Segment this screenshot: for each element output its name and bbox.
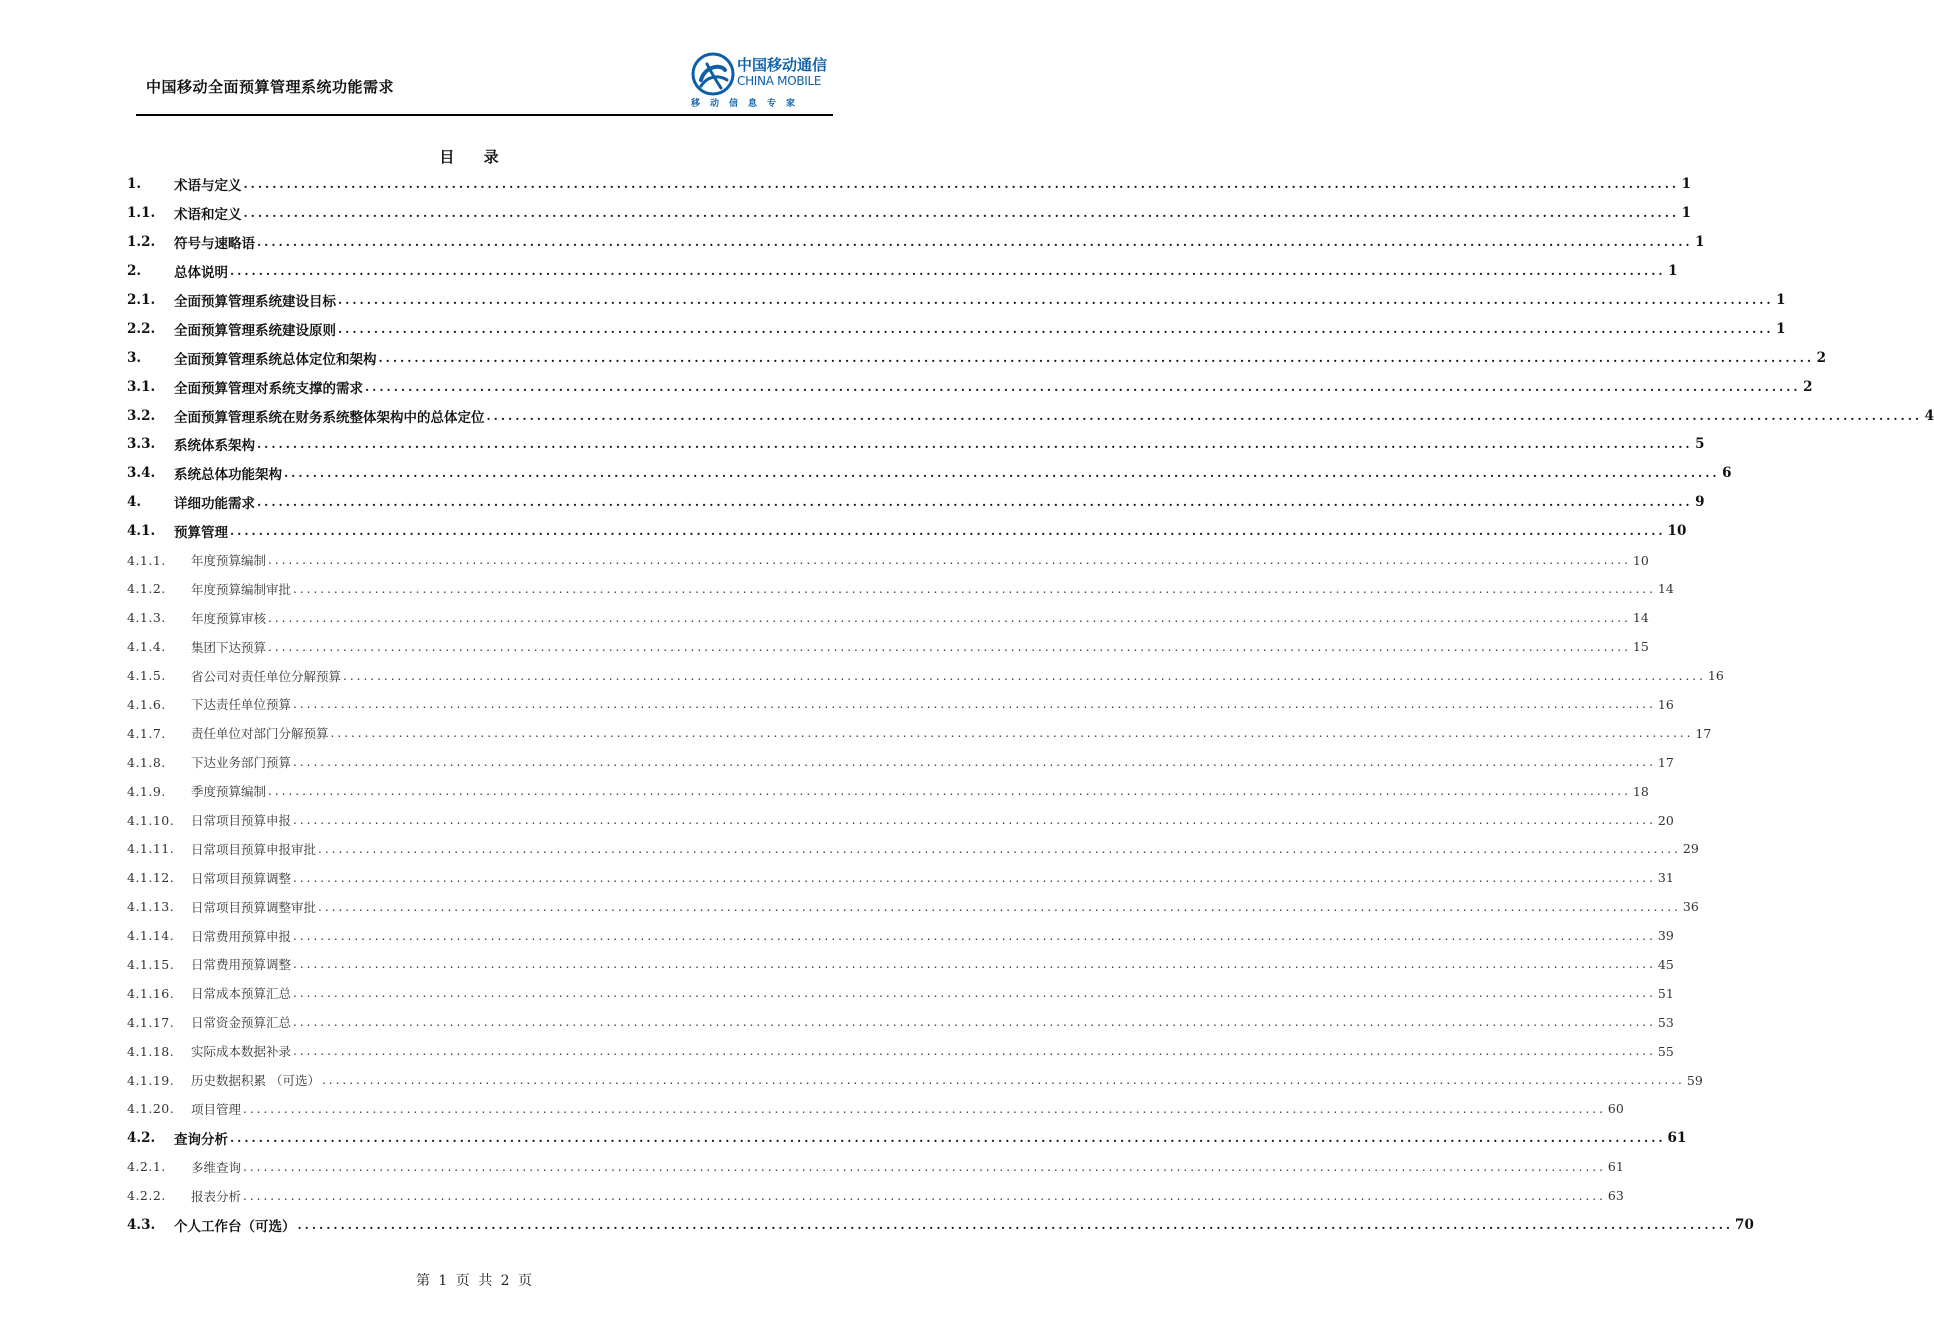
toc-entry[interactable]: [127, 979, 1674, 1008]
toc-entry-text: 责任单位对部门分解预算: [191, 726, 329, 742]
toc-entry-page: 2: [1816, 349, 1827, 366]
toc-entry-number: 4.1.: [127, 523, 156, 540]
toc-entry[interactable]: [127, 1066, 1703, 1095]
toc-entry-text: 系统体系架构: [174, 438, 255, 455]
toc-leader-dots: ........................................................................................................................................................................................................: [343, 668, 1706, 683]
toc-entry-text: 年度预算编制: [191, 553, 267, 569]
toc-entry-text: 全面预算管理对系统支撑的需求: [174, 380, 363, 397]
toc-entry[interactable]: [127, 228, 1705, 257]
toc-entry-page: 63: [1607, 1188, 1624, 1204]
toc-entry[interactable]: [127, 1152, 1624, 1181]
toc-leader-dots: ........................................................................................................................................................................................................: [243, 1101, 1606, 1116]
toc-entry-number: 4.2.2.: [127, 1188, 166, 1204]
china-mobile-logo: [691, 50, 841, 112]
toc-entry-number: 4.3.: [127, 1216, 156, 1233]
toc-entry[interactable]: [127, 257, 1678, 286]
toc-entry[interactable]: [127, 863, 1674, 892]
toc-entry-page: 5: [1695, 436, 1705, 453]
toc-entry[interactable]: [127, 892, 1699, 921]
toc-entry-number: 1.1.: [127, 205, 156, 222]
toc-leader-dots: ........................................................................................................................................................................................................: [330, 726, 1694, 741]
toc-entry-page: 20: [1657, 812, 1674, 828]
toc-entry[interactable]: [127, 661, 1724, 690]
toc-entry-page: 31: [1657, 870, 1674, 886]
toc-entry-number: 4.1.11.: [127, 841, 175, 857]
toc-leader-dots: ........................................................................................................................................................................................................: [257, 235, 1693, 250]
toc-entry-number: 4.1.17.: [127, 1014, 175, 1030]
toc-entry-text: 详细功能需求: [174, 496, 255, 513]
toc-entry-page: 1: [1681, 176, 1692, 193]
toc-leader-dots: ........................................................................................................................................................................................................: [230, 1130, 1666, 1145]
toc-entry[interactable]: [127, 1008, 1674, 1037]
toc-leader-dots: ........................................................................................................................................................................................................: [243, 1188, 1606, 1203]
toc-entry[interactable]: [127, 286, 1786, 315]
toc-entry[interactable]: [127, 488, 1705, 517]
toc-entry[interactable]: [127, 719, 1712, 748]
toc-leader-dots: ........................................................................................................................................................................................................: [268, 553, 1631, 568]
toc-entry[interactable]: [127, 950, 1674, 979]
toc-entry-number: 3.1.: [127, 378, 156, 395]
toc-entry-page: 9: [1695, 494, 1705, 511]
toc-entry-number: 4.1.18.: [127, 1043, 175, 1059]
toc-entry[interactable]: [127, 546, 1649, 575]
toc-entry[interactable]: [127, 921, 1674, 950]
toc-entry-page: 1: [1776, 292, 1786, 308]
toc-leader-dots: ........................................................................................................................................................................................................: [293, 1015, 1656, 1030]
toc-entry-number: 2.1.: [127, 292, 156, 308]
toc-entry[interactable]: [127, 170, 1692, 199]
toc-entry-text: 全面预算管理系统建设原则: [174, 322, 336, 339]
toc-entry-page: 45: [1657, 956, 1674, 972]
toc-leader-dots: ........................................................................................................................................................................................................: [257, 495, 1693, 510]
toc-leader-dots: ........................................................................................................................................................................................................: [293, 870, 1656, 885]
toc-entry-page: 51: [1657, 985, 1674, 1001]
toc-entry-page: 1: [1668, 263, 1678, 280]
toc-entry-text: 日常项目预算申报审批: [191, 841, 317, 857]
toc-leader-dots: ........................................................................................................................................................................................................: [243, 206, 1680, 221]
toc-entry[interactable]: [127, 517, 1687, 546]
toc-entry-text: 日常项目预算调整审批: [191, 899, 317, 915]
toc-leader-dots: ........................................................................................................................................................................................................: [230, 264, 1666, 279]
toc-leader-dots: ........................................................................................................................................................................................................: [318, 899, 1681, 914]
toc-entry[interactable]: [127, 1210, 1754, 1239]
document-title: 中国移动全面预算管理系统功能需求: [146, 78, 395, 96]
toc-entry-number: 4.1.19.: [127, 1072, 175, 1088]
toc-leader-dots: ........................................................................................................................................................................................................: [293, 581, 1656, 596]
toc-entry-number: 4.1.5.: [127, 668, 166, 684]
toc-leader-dots: ........................................................................................................................................................................................................: [297, 1217, 1734, 1232]
toc-entry-number: 1.2.: [127, 234, 156, 251]
toc-entry-text: 项目管理: [191, 1101, 242, 1117]
toc-entry-text: 符号与速略语: [174, 236, 255, 253]
toc-entry-number: 2.: [127, 263, 142, 280]
toc-entry-page: 18: [1632, 783, 1649, 799]
toc-entry-number: 4.1.9.: [127, 783, 166, 799]
toc-leader-dots: ........................................................................................................................................................................................................: [365, 379, 1801, 394]
toc-leader-dots: ........................................................................................................................................................................................................: [318, 841, 1681, 856]
toc-entry-page: 55: [1657, 1043, 1674, 1059]
toc-entry[interactable]: [127, 1095, 1624, 1124]
toc-entry-page: 1: [1681, 205, 1692, 222]
toc-entry[interactable]: [127, 1037, 1674, 1066]
toc-entry-text: 日常项目预算调整: [191, 870, 292, 886]
toc-entry-text: 系统总体功能架构: [174, 467, 282, 484]
toc-leader-dots: ........................................................................................................................................................................................................: [338, 293, 1774, 307]
toc-entry-number: 4.1.1.: [127, 552, 166, 568]
toc-leader-dots: ........................................................................................................................................................................................................: [230, 524, 1666, 539]
toc-entry-number: 2.2.: [127, 320, 156, 337]
toc-entry-page: 4: [1924, 407, 1934, 424]
page-footer: 第 1 页 共 2 页: [415, 1273, 535, 1289]
toc-entry[interactable]: [127, 603, 1649, 632]
toc-entry-page: 1: [1695, 234, 1705, 251]
toc-entry[interactable]: [127, 690, 1674, 719]
toc-entry-text: 日常资金预算汇总: [191, 1015, 292, 1031]
toc-entry-number: 4.: [127, 494, 142, 511]
toc-leader-dots: ........................................................................................................................................................................................................: [284, 466, 1720, 481]
toc-entry-page: 70: [1735, 1216, 1754, 1233]
toc-entry-number: 4.1.4.: [127, 639, 166, 655]
toc-entry-page: 60: [1607, 1101, 1624, 1117]
toc-entry-text: 历史数据积累 （可选）: [191, 1073, 320, 1089]
logo-name-cn: 中国移动通信: [737, 56, 828, 74]
toc-entry-number: 4.1.7.: [127, 725, 166, 741]
toc-entry[interactable]: [127, 834, 1699, 863]
toc-entry-number: 3.: [127, 349, 142, 366]
logo-name-en: CHINA MOBILE: [737, 74, 822, 88]
toc-leader-dots: ........................................................................................................................................................................................................: [293, 1044, 1656, 1059]
toc-entry-text: 集团下达预算: [191, 639, 267, 655]
toc-leader-dots: ........................................................................................................................................................................................................: [293, 957, 1656, 972]
toc-entry-page: 14: [1632, 610, 1649, 626]
toc-entry[interactable]: [127, 748, 1674, 777]
toc-entry-number: 4.1.13.: [127, 899, 175, 915]
toc-entry-number: 4.1.8.: [127, 754, 166, 770]
toc-entry-text: 季度预算编制: [191, 784, 267, 800]
toc-entry-page: 15: [1632, 639, 1649, 655]
toc-entry-text: 全面预算管理系统总体定位和架构: [174, 351, 377, 368]
page-header: [0, 0, 950, 120]
toc-entry-text: 术语与定义: [174, 178, 242, 195]
toc-entry-page: 61: [1607, 1159, 1624, 1175]
toc-entry-text: 多维查询: [191, 1159, 242, 1175]
toc-entry-text: 报表分析: [191, 1188, 242, 1204]
toc-leader-dots: ........................................................................................................................................................................................................: [338, 321, 1774, 336]
toc-entry[interactable]: [127, 1181, 1624, 1210]
toc-entry[interactable]: [127, 372, 1813, 401]
toc-entry[interactable]: [127, 777, 1649, 806]
toc-leader-dots: ........................................................................................................................................................................................................: [293, 986, 1656, 1001]
toc-leader-dots: ........................................................................................................................................................................................................: [293, 755, 1656, 770]
toc-entry-number: 4.1.2.: [127, 581, 166, 597]
toc-entry-page: 10: [1667, 523, 1687, 540]
toc-entry[interactable]: [127, 343, 1827, 372]
toc-leader-dots: ........................................................................................................................................................................................................: [321, 1073, 1685, 1088]
toc-entry-number: 4.2.1.: [127, 1159, 166, 1175]
toc-leader-dots: ........................................................................................................................................................................................................: [293, 813, 1656, 828]
toc-entry-page: 39: [1657, 928, 1674, 944]
toc-entry-page: 6: [1722, 465, 1732, 482]
toc-entry-text: 实际成本数据补录: [191, 1044, 292, 1060]
toc-entry-text: 全面预算管理系统在财务系统整体架构中的总体定位: [174, 409, 485, 426]
toc-entry-text: 下达业务部门预算: [191, 755, 292, 771]
toc-leader-dots: ........................................................................................................................................................................................................: [378, 350, 1815, 365]
toc-entry-page: 17: [1695, 725, 1712, 741]
toc-entry-text: 年度预算编制审批: [191, 581, 292, 597]
toc-entry-page: 36: [1682, 899, 1699, 915]
toc-entry-number: 4.1.20.: [127, 1101, 175, 1117]
toc-entry-text: 下达责任单位预算: [191, 697, 292, 713]
toc-entry-text: 总体说明: [174, 265, 228, 282]
toc-entry-text: 省公司对责任单位分解预算: [191, 668, 342, 684]
toc-entry-page: 29: [1682, 841, 1699, 857]
toc-entry-number: 4.1.15.: [127, 956, 175, 972]
toc-entry-text: 日常费用预算调整: [191, 957, 292, 973]
toc-entry-number: 4.1.16.: [127, 985, 175, 1001]
toc-entry-page: 2: [1803, 378, 1813, 395]
toc-leader-dots: ........................................................................................................................................................................................................: [268, 610, 1631, 625]
toc-entry[interactable]: [127, 401, 1934, 430]
toc-entry-text: 查询分析: [174, 1131, 228, 1148]
toc-leader-dots: ........................................................................................................................................................................................................: [268, 639, 1631, 654]
toc-entry[interactable]: [127, 459, 1732, 488]
toc-entry-text: 日常费用预算申报: [191, 928, 292, 944]
toc-leader-dots: ........................................................................................................................................................................................................: [243, 1159, 1606, 1174]
toc-entry-number: 4.2.: [127, 1129, 156, 1146]
toc-entry-text: 术语和定义: [174, 207, 242, 224]
toc-leader-dots: ........................................................................................................................................................................................................: [486, 408, 1923, 423]
toc-entry-number: 3.3.: [127, 436, 156, 453]
toc-entry-number: 1.: [127, 176, 142, 193]
toc-leader-dots: ........................................................................................................................................................................................................: [293, 928, 1656, 943]
toc-entry-number: 4.1.12.: [127, 870, 175, 886]
china-mobile-logo-icon: [691, 52, 735, 96]
toc-entry-number: 4.1.6.: [127, 696, 166, 712]
toc-leader-dots: ........................................................................................................................................................................................................: [243, 177, 1680, 192]
toc-entry-text: 日常成本预算汇总: [191, 986, 292, 1002]
toc-entry-text: 日常项目预算申报: [191, 813, 292, 829]
logo-tagline: 移动信息专家: [691, 99, 806, 109]
toc-entry[interactable]: [127, 199, 1692, 228]
toc-entry-number: 3.2.: [127, 407, 156, 424]
toc-entry[interactable]: [127, 806, 1674, 835]
toc-leader-dots: ........................................................................................................................................................................................................: [268, 784, 1631, 799]
header-divider: [136, 114, 833, 116]
toc-entry-page: 61: [1667, 1129, 1687, 1146]
toc-entry[interactable]: [127, 632, 1649, 661]
table-of-contents: [127, 170, 1934, 1239]
toc-title: 目 录: [439, 148, 511, 166]
toc-entry-text: 个人工作台（可选）: [174, 1218, 296, 1235]
toc-entry-number: 4.1.10.: [127, 812, 175, 828]
toc-entry-page: 16: [1707, 668, 1724, 684]
toc-leader-dots: ........................................................................................................................................................................................................: [257, 437, 1693, 452]
toc-leader-dots: ........................................................................................................................................................................................................: [293, 697, 1656, 712]
toc-entry[interactable]: [127, 314, 1786, 343]
toc-entry-page: 1: [1776, 320, 1786, 337]
toc-entry-page: 14: [1657, 581, 1674, 597]
toc-entry[interactable]: [127, 430, 1705, 459]
toc-entry-page: 16: [1657, 696, 1674, 712]
toc-entry-text: 全面预算管理系统建设目标: [174, 294, 336, 310]
toc-entry-number: 3.4.: [127, 465, 156, 482]
toc-entry-text: 预算管理: [174, 525, 228, 542]
toc-entry-page: 53: [1657, 1014, 1674, 1030]
toc-entry-number: 4.1.14.: [127, 928, 175, 944]
toc-entry-page: 59: [1686, 1072, 1703, 1088]
toc-entry-page: 10: [1632, 552, 1649, 568]
toc-entry-page: 17: [1657, 754, 1674, 770]
toc-entry[interactable]: [127, 574, 1674, 603]
toc-entry-number: 4.1.3.: [127, 610, 166, 626]
toc-entry-text: 年度预算审核: [191, 610, 267, 626]
toc-entry[interactable]: [127, 1123, 1687, 1152]
